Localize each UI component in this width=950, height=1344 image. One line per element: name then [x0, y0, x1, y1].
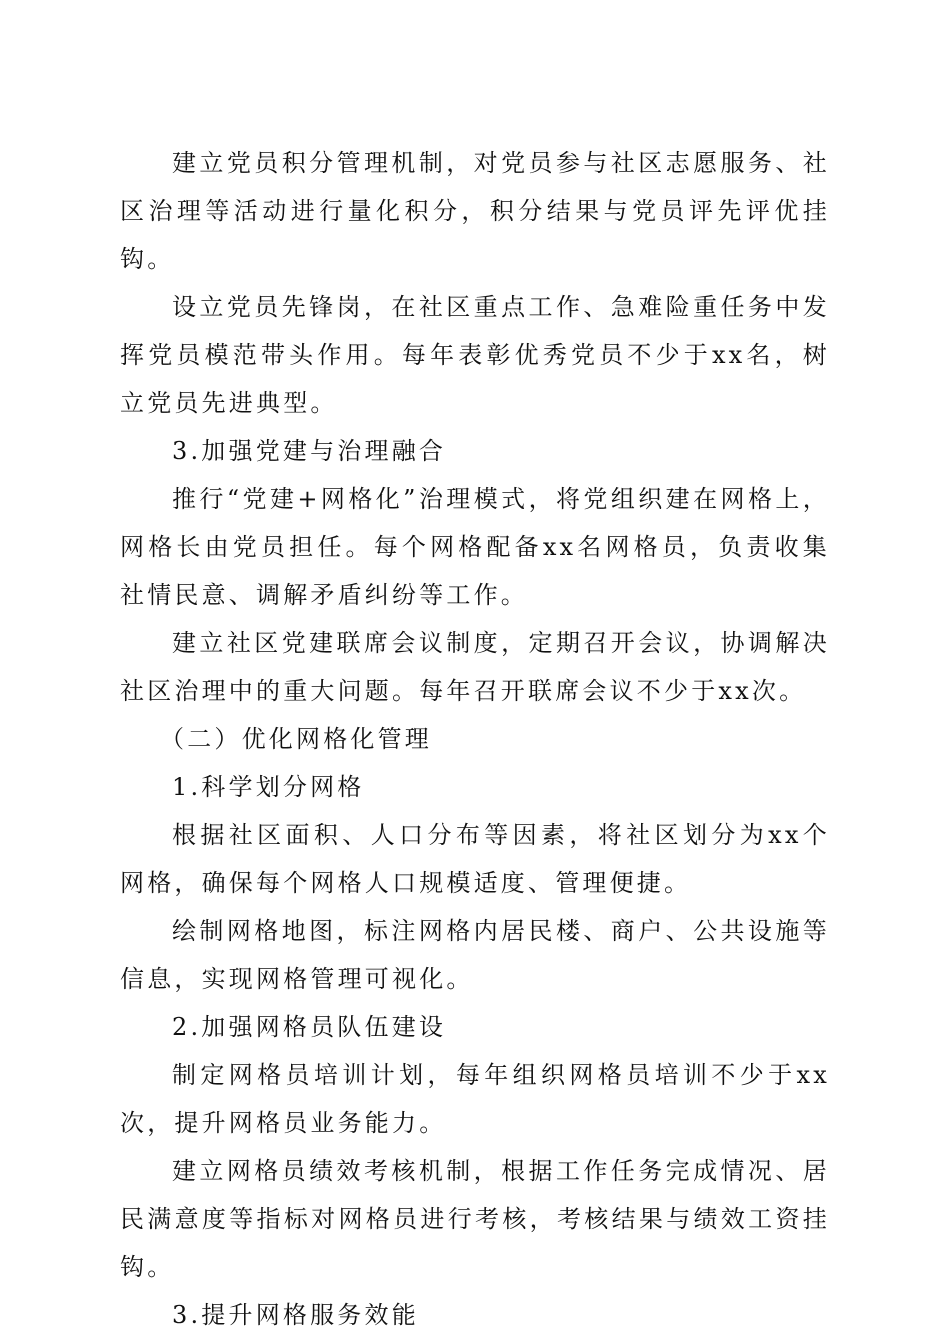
paragraph-party-points: 建立党员积分管理机制，对党员参与社区志愿服务、社区治理等活动进行量化积分，积分结果与党员评先评优挂钩。 [120, 149, 830, 273]
paragraph-grid-map: 绘制网格地图，标注网格内居民楼、商户、公共设施等信息，实现网格管理可视化。 [120, 917, 830, 993]
heading-grid-service-efficiency: 3.提升网格服务效能 [172, 1301, 419, 1329]
paragraph-grid-training: 制定网格员培训计划，每年组织网格员培训不少于xx次，提升网格员业务能力。 [120, 1061, 830, 1137]
heading-grid-staff-building: 2.加强网格员队伍建设 [172, 1013, 447, 1041]
section-heading-grid-management: （二）优化网格化管理 [160, 725, 432, 753]
paragraph-joint-meeting: 建立社区党建联席会议制度，定期召开会议，协调解决社区治理中的重大问题。每年召开联席会议不少于xx次。 [120, 629, 830, 705]
heading-party-governance-integration: 3.加强党建与治理融合 [172, 437, 447, 465]
paragraph-grid-division: 根据社区面积、人口分布等因素，将社区划分为xx个网格，确保每个网格人口规模适度、管理便捷。 [120, 821, 830, 897]
paragraph-vanguard-post: 设立党员先锋岗，在社区重点工作、急难险重任务中发挥党员模范带头作用。每年表彰优秀党员不少于xx名，树立党员先进典型。 [120, 293, 830, 417]
document-body [120, 139, 830, 1339]
paragraph-grid-assessment: 建立网格员绩效考核机制，根据工作任务完成情况、居民满意度等指标对网格员进行考核，考核结果与绩效工资挂钩。 [120, 1157, 830, 1281]
paragraph-party-grid-model: 推行“党建+网格化”治理模式，将党组织建在网格上，网格长由党员担任。每个网格配备xx名网格员，负责收集社情民意、调解矛盾纠纷等工作。 [120, 485, 830, 609]
heading-divide-grids: 1.科学划分网格 [172, 773, 365, 801]
